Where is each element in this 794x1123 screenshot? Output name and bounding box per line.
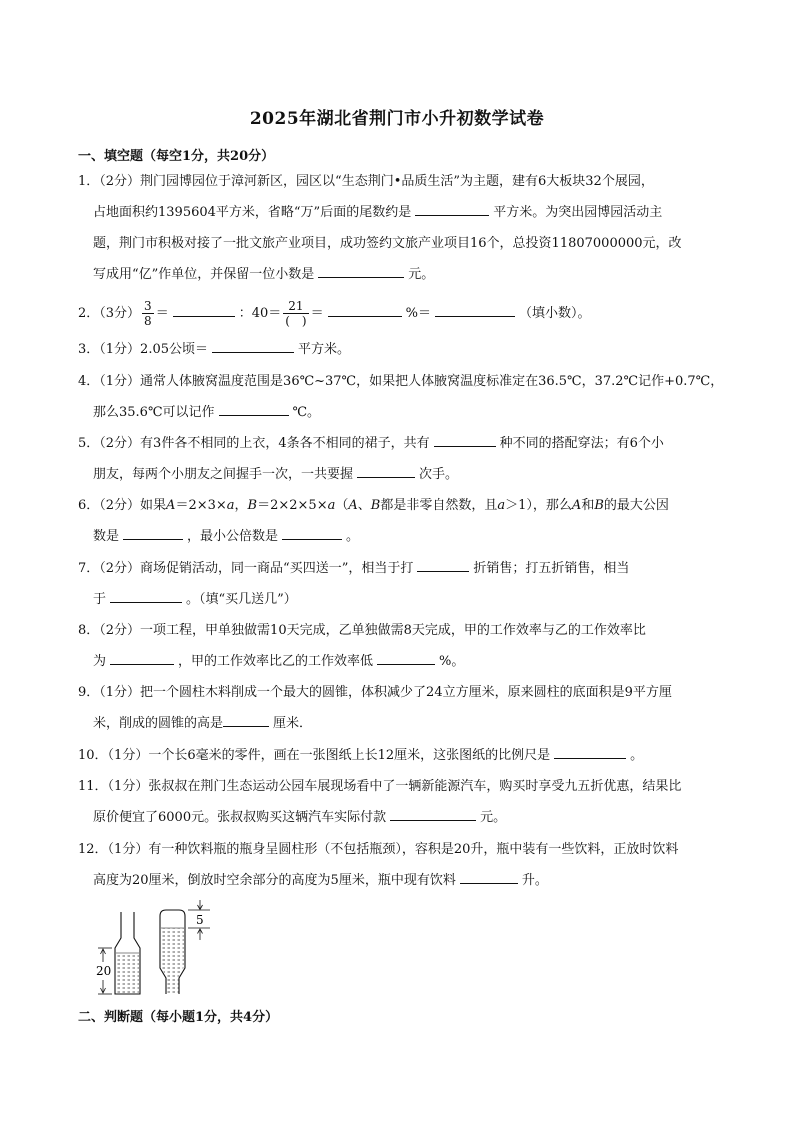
numerator: 21 — [283, 299, 308, 314]
question-7 — [78, 553, 728, 615]
text: 为 — [93, 654, 107, 669]
question-12-line-1: 12．（1分）有一种饮料瓶的瓶身呈圆柱形（不包括瓶颈），容积是20升，瓶中装有一些饮料，正放时饮料 — [78, 842, 679, 857]
text: ， — [234, 498, 248, 513]
question-8-line-2 — [78, 646, 728, 677]
text: 朋友，每两个小朋友之间握手一次，一共要握 — [93, 467, 354, 482]
text: 平方米。 — [298, 342, 351, 357]
question-6 — [78, 490, 728, 552]
question-5-line-1 — [78, 428, 728, 459]
variable-a: a — [226, 498, 235, 513]
text: ：40＝ — [238, 306, 282, 321]
text: 占地面积约1395604平方米，省略“万”后面的尾数约是 — [93, 205, 412, 220]
variable-A: A — [348, 498, 358, 513]
question-7-line-1 — [78, 553, 728, 584]
answer-blank[interactable] — [417, 557, 469, 572]
text: 5．（2分）有3件各不相同的上衣，4条各不相同的裙子，共有 — [78, 436, 430, 451]
answer-blank[interactable] — [318, 263, 404, 278]
answer-blank[interactable] — [415, 201, 489, 216]
text: 元。 — [480, 810, 507, 825]
text: 的最大公因 — [603, 498, 669, 513]
text: ，甲的工作效率比乙的工作效率低 — [178, 654, 374, 669]
text: %＝ — [405, 306, 431, 321]
question-2 — [78, 298, 728, 329]
text: 升。 — [521, 873, 548, 888]
text: （ — [335, 498, 349, 513]
text: 和 — [581, 498, 595, 513]
question-6-line-2 — [78, 521, 728, 552]
text: 次手。 — [419, 467, 459, 482]
upright-bottle — [115, 912, 140, 994]
answer-blank[interactable] — [219, 401, 289, 416]
question-12 — [78, 834, 728, 896]
question-10-line-1 — [78, 740, 728, 771]
answer-blank[interactable] — [460, 869, 518, 884]
height-5-marker — [188, 900, 210, 940]
text: 6．（2分）如果 — [78, 498, 167, 513]
question-4 — [78, 366, 728, 428]
question-2-line-1 — [78, 298, 728, 329]
answer-blank[interactable] — [223, 712, 269, 727]
answer-blank[interactable] — [377, 650, 435, 665]
question-1-line-1: 1．（2分）荆门园博园位于漳河新区，园区以“生态荆门•品质生活”为主题，建有6大板块32个展园， — [78, 174, 654, 189]
question-12-line-2 — [78, 865, 728, 896]
label-5: 5 — [196, 913, 204, 927]
question-6-line-1 — [78, 490, 728, 521]
answer-blank[interactable] — [173, 302, 235, 317]
variable-a: a — [497, 498, 506, 513]
text: 高度为20厘米，倒放时空余部分的高度为5厘米，瓶中现有饮料 — [93, 873, 456, 888]
question-9-line-2 — [78, 708, 728, 739]
answer-blank[interactable] — [110, 588, 182, 603]
question-3-line-1 — [78, 334, 728, 365]
answer-blank[interactable] — [390, 806, 476, 821]
question-11 — [78, 771, 728, 833]
section-heading-fill-in: 一、填空题（每空1分，共20分） — [78, 149, 275, 164]
fraction-21 — [283, 299, 308, 328]
height-20-marker — [96, 948, 112, 994]
question-1 — [78, 166, 728, 290]
answer-blank[interactable] — [282, 525, 342, 540]
text: 都是非零自然数，且 — [380, 498, 498, 513]
answer-blank[interactable] — [123, 525, 183, 540]
denominator: 8 — [144, 314, 152, 328]
bottle-diagram — [92, 898, 222, 1000]
question-10 — [78, 740, 728, 771]
text: 折销售；打五折销售，相当 — [473, 561, 630, 576]
text: 数是 — [93, 529, 120, 544]
text: ＝ — [155, 306, 169, 321]
question-3 — [78, 334, 728, 365]
text: 。 — [346, 529, 360, 544]
answer-blank[interactable] — [554, 744, 626, 759]
text: ℃。 — [292, 405, 321, 420]
question-5-line-2 — [78, 459, 728, 490]
text: 那么35.6℃可以记作 — [93, 405, 215, 420]
text: ，最小公倍数是 — [187, 529, 279, 544]
question-1-line-4 — [78, 259, 728, 290]
variable-B: B — [247, 498, 258, 513]
question-11-line-1: 11．（1分）张叔叔在荆门生态运动公园车展现场看中了一辆新能源汽车，购买时享受九五折优惠，结果比 — [78, 779, 682, 794]
question-4-line-2 — [78, 397, 728, 428]
label-20: 20 — [96, 964, 112, 978]
question-9 — [78, 677, 728, 739]
question-11-line-2 — [78, 802, 728, 833]
question-8-line-1: 8．（2分）一项工程，甲单独做需10天完成，乙单独做需8天完成，甲的工作效率与乙的工作效率比 — [78, 623, 646, 638]
variable-a: a — [327, 498, 336, 513]
text: 厘米． — [273, 716, 313, 731]
text: 7．（2分）商场促销活动，同一商品“买四送一”，相当于打 — [78, 561, 414, 576]
text: 米，削成的圆锥的高是 — [93, 716, 224, 731]
fraction-3-8 — [142, 299, 154, 328]
text: 。 — [630, 748, 644, 763]
text: ＝2×3× — [175, 498, 227, 513]
answer-blank[interactable] — [434, 432, 496, 447]
text: （填小数）。 — [519, 306, 591, 321]
text: 、 — [357, 498, 371, 513]
variable-B: B — [370, 498, 381, 513]
question-1-line-2 — [78, 197, 728, 228]
question-9-line-1: 9．（1分）把一个圆柱木料削成一个最大的圆锥，体积减少了24立方厘米，原来圆柱的底面积是9平方厘 — [78, 685, 672, 700]
text: ＝ — [310, 306, 324, 321]
numerator: 3 — [144, 299, 152, 313]
text: 平方米。为突出园博园活动主 — [493, 205, 663, 220]
text: 原价便宜了6000元。张叔叔购买这辆汽车实际付款 — [93, 810, 387, 825]
page-title: 2025年湖北省荆门市小升初数学试卷 — [249, 109, 545, 129]
denominator: ( ) — [285, 314, 307, 328]
text: 写成用“亿”作单位，并保留一位小数是 — [93, 267, 315, 282]
text: 3．（1分）2.05公顷＝ — [78, 342, 208, 357]
answer-blank[interactable] — [357, 463, 415, 478]
text: %。 — [439, 654, 465, 669]
question-1-line-3: 题，荆门市积极对接了一批文旅产业项目，成功签约文旅产业项目16个，总投资11807000000元，改 — [93, 236, 682, 251]
variable-B: B — [594, 498, 604, 513]
answer-blank[interactable] — [212, 338, 294, 353]
text: ＝2×2×5× — [257, 498, 328, 513]
answer-blank[interactable] — [110, 650, 174, 665]
question-4-line-1: 4．（1分）通常人体腋窝温度范围是36℃~37℃，如果把人体腋窝温度标准定在36.5℃，37.2℃记作+0.7℃， — [78, 374, 724, 389]
question-5 — [78, 428, 728, 490]
answer-blank[interactable] — [435, 302, 515, 317]
variable-A: A — [166, 498, 176, 513]
text: 于 — [93, 592, 107, 607]
answer-blank[interactable] — [328, 302, 402, 317]
text: 2．（3分） — [78, 306, 141, 321]
text: 。（填“买几送几”） — [186, 592, 297, 607]
text: 种不同的搭配穿法；有6个小 — [499, 436, 664, 451]
question-8 — [78, 615, 728, 677]
question-7-line-2 — [78, 584, 728, 615]
section-heading-true-false: 二、判断题（每小题1分，共4分） — [78, 1010, 279, 1025]
inverted-bottle — [160, 910, 185, 994]
variable-A: A — [571, 498, 582, 513]
text: 元。 — [408, 267, 435, 282]
text: ＞1），那么 — [505, 498, 572, 513]
text: 10．（1分）一个长6毫米的零件，画在一张图纸上长12厘米，这张图纸的比例尺是 — [78, 748, 551, 763]
